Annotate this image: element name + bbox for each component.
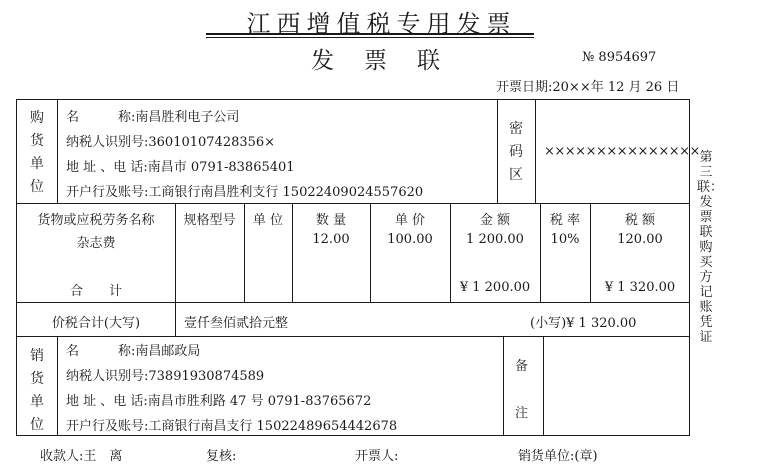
seller-address-row xyxy=(66,390,371,409)
cipher-label: 密码区 xyxy=(509,121,523,183)
item-amount: 1 200.00 xyxy=(466,232,524,247)
total-tax: ¥ 1 320.00 xyxy=(604,280,676,295)
buyer-name-label: 名 称: xyxy=(66,110,136,125)
header-unit: 单 位 xyxy=(252,213,284,228)
seller-label-divider xyxy=(57,336,58,436)
seller-name: 南昌邮政局 xyxy=(135,344,201,359)
buyer-address-label: 地 址 、电 话: xyxy=(66,160,148,175)
title-underline xyxy=(206,33,534,35)
item-quantity: 12.00 xyxy=(312,232,350,247)
seller-address: 南昌市胜利路 47 号 0791-83765672 xyxy=(147,394,372,409)
buyer-address: 南昌市 0791-83865401 xyxy=(147,160,295,175)
buyer-bank-row xyxy=(66,181,423,200)
buyer-bank-label: 开户行及账号: xyxy=(66,185,149,200)
cipher-left-divider xyxy=(497,99,498,203)
item-tax-amount: 120.00 xyxy=(617,232,663,247)
seller-name-row xyxy=(66,340,200,359)
seller-section-label: 销货单位 xyxy=(30,348,44,433)
buyer-bank: 工商银行南昌胜利支行 15022409024557620 xyxy=(148,185,424,200)
seller-tax-id-row xyxy=(66,365,264,384)
header-quantity: 数 量 xyxy=(315,213,347,228)
header-tax-amount: 税 额 xyxy=(624,213,656,228)
seller-address-label: 地 址 、电 话: xyxy=(66,394,148,409)
header-item-name: 货物或应税劳务名称 xyxy=(37,213,155,228)
header-amount: 金 额 xyxy=(479,213,511,228)
grand-total-label: 价税合计(大写) xyxy=(51,316,141,331)
total-label: 合 计 xyxy=(69,284,122,299)
seller-tax-id-label: 纳税人识别号: xyxy=(66,369,149,384)
remarks-label-top: 备 xyxy=(515,359,529,374)
buyer-name: 南昌胜利电子公司 xyxy=(135,110,240,125)
seller-name-label: 名 称: xyxy=(66,344,136,359)
total-amount: ¥ 1 200.00 xyxy=(459,280,531,295)
remarks-label-divider xyxy=(543,336,544,436)
row-divider-total xyxy=(16,336,690,337)
buyer-tax-id-label: 纳税人识别号: xyxy=(66,135,149,150)
row-divider-buyer xyxy=(16,203,690,204)
remarks-left-divider xyxy=(503,336,504,436)
item-tax-rate: 10% xyxy=(550,232,580,247)
invoice-number: № 8954697 xyxy=(582,50,657,65)
grand-total-lower: (小写)¥ 1 320.00 xyxy=(530,316,637,331)
item-name: 杂志费 xyxy=(76,236,116,251)
copy-side-note: 第三联：发票联 购买方记账凭证 xyxy=(697,150,724,345)
buyer-tax-id: 36010107428356× xyxy=(148,135,276,150)
buyer-address-row xyxy=(66,156,295,175)
title-underline-thin xyxy=(206,37,534,38)
seller-bank-label: 开户行及账号: xyxy=(66,419,149,434)
invoice-title: 江西增值税专用发票 xyxy=(246,10,517,38)
seller-bank-row xyxy=(66,415,397,434)
footer-payee: 收款人:王 离 xyxy=(40,449,123,464)
header-unit-price: 单 价 xyxy=(394,213,426,228)
item-unit-price: 100.00 xyxy=(387,232,433,247)
footer-issuer: 开票人: xyxy=(355,449,399,464)
buyer-label-divider xyxy=(57,99,58,203)
row-divider-items xyxy=(16,302,690,303)
footer-reviewer: 复核: xyxy=(206,449,237,464)
cipher-content: ××××××××××××××× xyxy=(544,144,700,159)
invoice-subtitle: 发票联 xyxy=(311,48,470,74)
header-spec: 规格型号 xyxy=(183,213,236,228)
grand-total-upper: 壹仟叁佰贰拾元整 xyxy=(184,316,289,331)
seller-tax-id: 73891930874589 xyxy=(148,369,265,384)
cipher-label-divider xyxy=(535,99,536,203)
footer-seller-unit: 销货单位:(章) xyxy=(518,449,598,464)
buyer-tax-id-row xyxy=(66,131,275,150)
remarks-label-bottom: 注 xyxy=(515,406,529,421)
issue-date: 开票日期:20××年 12 月 26 日 xyxy=(496,80,680,95)
seller-bank: 工商银行南昌支行 15022489654442678 xyxy=(148,419,398,434)
buyer-name-row xyxy=(66,106,239,125)
buyer-section-label: 购货单位 xyxy=(30,110,44,195)
header-tax-rate: 税 率 xyxy=(549,213,581,228)
